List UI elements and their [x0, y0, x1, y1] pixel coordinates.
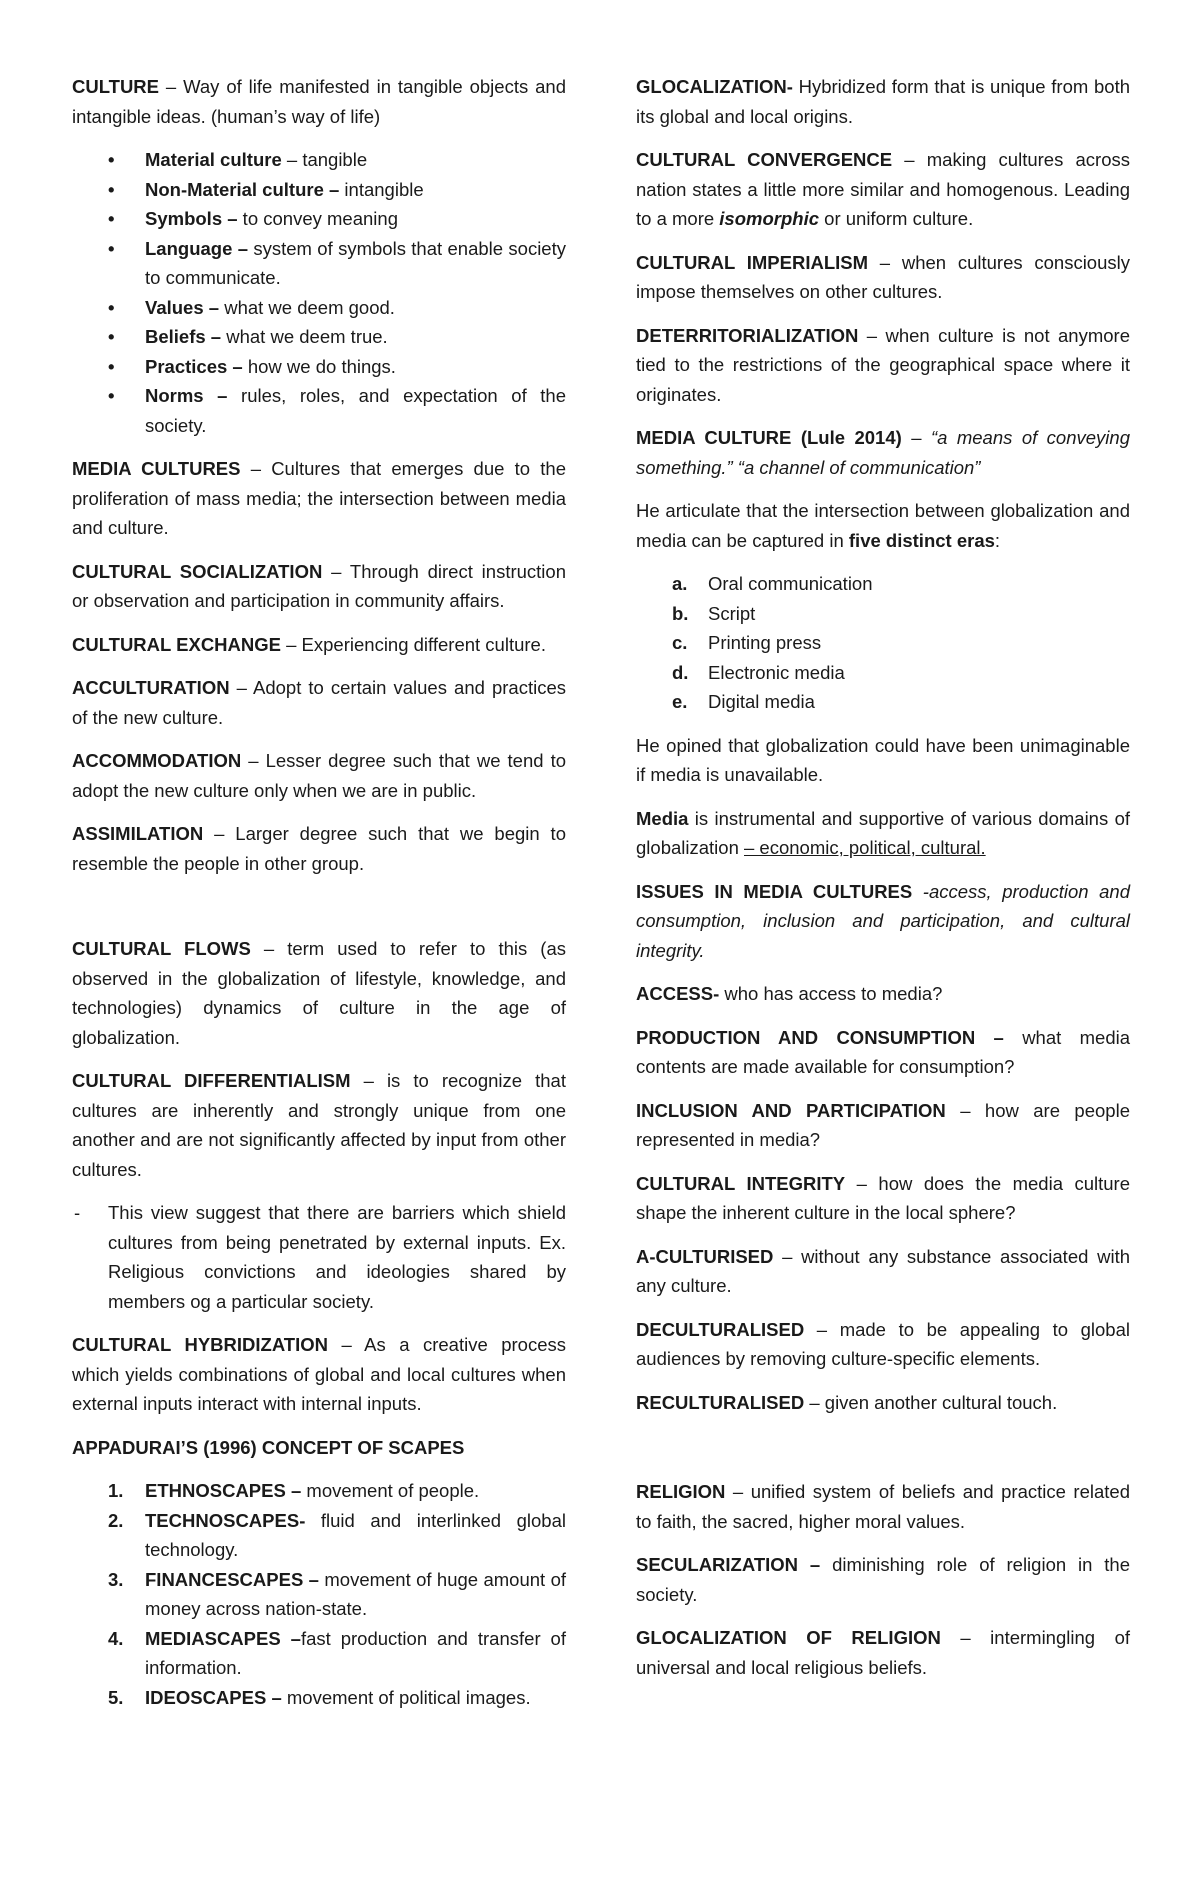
definition: – without any substance associated with any culture. — [636, 1245, 1130, 1296]
accommodation-definition — [72, 746, 566, 805]
definition: – Cultures that emerges due to the proliferation of mass media; the intersection between media and culture. — [72, 458, 566, 538]
definition: – As a creative process which yields combinations of global and local cultures when external inputs interact with internal inputs. — [72, 1334, 566, 1414]
list-item — [72, 1198, 566, 1316]
term: Media — [636, 807, 689, 829]
definition: – Way of life manifested in tangible objects and intangible ideas. (human’s way of life) — [72, 76, 566, 127]
definition: – given another cultural touch. — [804, 1391, 1058, 1413]
term: CULTURAL IMPERIALISM — [636, 251, 869, 273]
list-letter: d. — [672, 661, 689, 683]
cultural-differentialism-definition — [72, 1066, 566, 1184]
term: Values – — [145, 296, 220, 318]
definition: – how are people represented in media? — [636, 1099, 1130, 1150]
bullet-icon: • — [108, 149, 115, 170]
term: DECULTURALISED — [636, 1318, 805, 1340]
dash-marker: - — [74, 1202, 81, 1223]
definition: what we deem true. — [221, 326, 388, 347]
a-culturised-definition — [636, 1242, 1130, 1301]
access-definition — [636, 979, 1130, 1009]
definition: intangible — [339, 178, 424, 200]
list-letter: b. — [672, 602, 689, 624]
intro-strong: five distinct eras — [848, 529, 995, 551]
term: MEDIA CULTURES — [72, 458, 241, 479]
quote: “a means of conveying something.” “a channel of communication” — [636, 427, 1130, 478]
deculturalised-definition — [636, 1315, 1130, 1374]
term: MEDIASCAPES – — [145, 1627, 301, 1649]
list-number: 2. — [108, 1509, 124, 1531]
definition: – how does the media culture shape the inherent culture in the local sphere? — [636, 1172, 1130, 1223]
intro-text: He articulate that the intersection between globalization and media can be captured in — [636, 500, 1130, 551]
media-instrumental-paragraph — [636, 804, 1130, 863]
inclusion-definition — [636, 1096, 1130, 1155]
list-item — [636, 569, 1130, 599]
definition: -access, production and consumption, inclusion and participation, and cultural integrity. — [636, 880, 1130, 961]
cultural-convergence-definition — [636, 145, 1130, 234]
term: Practices – — [145, 355, 243, 377]
definition: Hybridized form that is unique from both its global and local origins. — [636, 76, 1130, 127]
definition: system of symbols that enable society to communicate. — [145, 237, 566, 288]
definition: what we deem good. — [219, 296, 395, 318]
definition-end: or uniform culture. — [819, 208, 974, 229]
right-column — [636, 72, 1130, 1696]
era-text: Electronic media — [708, 661, 845, 683]
term: ASSIMILATION — [72, 823, 204, 844]
bullet-icon: • — [108, 296, 115, 318]
definition: – Larger degree such that we begin to resemble the people in other group. — [72, 823, 566, 874]
bullet-icon: • — [108, 208, 115, 229]
term: INCLUSION AND PARTICIPATION — [636, 1099, 946, 1121]
list-letter: a. — [672, 573, 688, 594]
production-definition — [636, 1023, 1130, 1082]
definition: – intermingling of universal and local religious beliefs. — [636, 1627, 1130, 1678]
list-number: 3. — [108, 1568, 124, 1590]
term: DETERRITORIALIZATION — [636, 324, 859, 346]
spacer — [72, 892, 566, 934]
term: GLOCALIZATION OF RELIGION — [636, 1627, 941, 1648]
bullet-icon: • — [108, 237, 115, 259]
bullet-icon: • — [108, 355, 115, 377]
intro-end: : — [994, 529, 1001, 551]
term: Beliefs – — [145, 326, 222, 347]
list-number: 1. — [108, 1480, 124, 1501]
opined-paragraph: He opined that globalization could have been unimaginable if media is unavailable. — [636, 734, 1130, 785]
list-item — [72, 352, 566, 382]
definition: is instrumental and supportive of various domains of globalization — [636, 807, 1130, 858]
definition: – made to be appealing to global audiences by removing culture-specific elements. — [636, 1318, 1130, 1369]
deterritorialization-definition — [636, 321, 1130, 410]
list-item — [636, 599, 1130, 629]
era-text: Digital media — [708, 691, 815, 712]
eras-list — [636, 569, 1130, 717]
term: ACCULTURATION — [72, 677, 230, 698]
definition: movement of huge amount of money across nation-state. — [145, 1568, 566, 1619]
list-item — [72, 1506, 566, 1565]
list-letter: e. — [672, 691, 688, 712]
definition: – Adopt to certain values and practices of the new culture. — [72, 677, 566, 728]
definition: – Experiencing different culture. — [280, 633, 546, 655]
term: Language – — [145, 237, 249, 259]
list-item — [72, 381, 566, 440]
definition: movement of people. — [301, 1480, 480, 1501]
term: ETHNOSCAPES – — [145, 1480, 302, 1501]
term: CULTURAL CONVERGENCE — [636, 149, 893, 170]
definition: – making cultures across nation states a little more similar and homogenous. Leading to a more — [636, 149, 1130, 229]
era-text: Oral communication — [708, 573, 873, 594]
media-culture-definition — [636, 423, 1130, 482]
term: CULTURE — [72, 76, 160, 97]
bullet-icon: • — [108, 385, 115, 406]
scapes-heading — [72, 1433, 566, 1463]
spacer — [636, 1431, 1130, 1477]
definition: fluid and interlinked global technology. — [145, 1509, 566, 1560]
term: Norms – — [145, 385, 228, 406]
list-item — [72, 322, 566, 352]
culture-elements-list — [72, 145, 566, 440]
cultural-socialization-definition — [72, 557, 566, 616]
cultural-imperialism-definition — [636, 248, 1130, 307]
term: ACCESS- — [636, 983, 720, 1004]
definition: – when cultures consciously impose themselves on other cultures. — [636, 251, 1130, 302]
acculturation-definition — [72, 673, 566, 732]
issues-definition — [636, 877, 1130, 966]
era-text: Script — [708, 602, 756, 624]
term: RECULTURALISED — [636, 1391, 805, 1413]
definition: – is to recognize that cultures are inherently and strongly unique from one another and are not significantly affected by input from other cultures. — [72, 1070, 566, 1180]
list-number: 4. — [108, 1627, 124, 1649]
term: Material culture — [145, 149, 282, 170]
definition: – Through direct instruction or observation and participation in community affairs. — [72, 560, 566, 611]
term: MEDIA CULTURE (Lule 2014) — [636, 427, 902, 448]
list-item — [72, 293, 566, 323]
definition: who has access to media? — [719, 983, 943, 1004]
term: CULTURAL HYBRIDIZATION — [72, 1334, 328, 1355]
term: PRODUCTION AND CONSUMPTION – — [636, 1026, 1004, 1048]
term: RELIGION — [636, 1481, 726, 1502]
term: CULTURAL DIFFERENTIALISM — [72, 1070, 351, 1091]
cultural-exchange-definition — [72, 630, 566, 660]
definition: fast production and transfer of information. — [145, 1627, 566, 1678]
underlined-domains: – economic, political, cultural. — [744, 837, 986, 858]
term: Non-Material culture – — [145, 178, 340, 200]
term: CULTURAL SOCIALIZATION — [72, 560, 323, 582]
term: CULTURAL FLOWS — [72, 938, 251, 959]
definition: what media contents are made available for consumption? — [636, 1026, 1131, 1077]
reculturalised-definition — [636, 1388, 1130, 1418]
culture-definition — [72, 72, 566, 131]
definition: how we do things. — [242, 355, 396, 377]
eras-intro — [636, 496, 1130, 555]
term: Symbols – — [145, 208, 238, 229]
era-text: Printing press — [708, 632, 822, 653]
list-item — [636, 687, 1130, 717]
definition: diminishing role of religion in the society. — [636, 1554, 1130, 1605]
term: SECULARIZATION – — [636, 1554, 821, 1575]
definition: – unified system of beliefs and practice related to faith, the sacred, higher moral values. — [636, 1481, 1130, 1532]
glocalization-religion-definition — [636, 1623, 1130, 1682]
list-number: 5. — [108, 1686, 124, 1708]
bullet-icon: • — [108, 326, 115, 347]
term: IDEOSCAPES – — [145, 1686, 282, 1708]
differentialism-note-list — [72, 1198, 566, 1316]
definition: – term used to refer to this (as observed in the globalization of lifestyle, knowledge, and technologies) dynamics of culture in the age of globalization. — [72, 938, 566, 1048]
definition: – when culture is not anymore tied to the restrictions of the geographical space where it originates. — [636, 324, 1130, 405]
cultural-hybridization-definition — [72, 1330, 566, 1419]
religion-definition — [636, 1477, 1130, 1536]
media-cultures-definition — [72, 454, 566, 543]
term: A-CULTURISED — [636, 1245, 774, 1267]
list-item — [72, 1476, 566, 1506]
list-item — [72, 1683, 566, 1713]
heading-text: APPADURAI’S (1996) CONCEPT OF SCAPES — [72, 1436, 465, 1458]
list-letter: c. — [672, 632, 688, 653]
list-item — [72, 234, 566, 293]
term: CULTURAL INTEGRITY — [636, 1172, 846, 1194]
definition: movement of political images. — [281, 1686, 531, 1708]
term: TECHNOSCAPES- — [145, 1509, 306, 1531]
scapes-list — [72, 1476, 566, 1712]
list-item — [636, 658, 1130, 688]
emphasis: isomorphic — [719, 208, 820, 229]
term: FINANCESCAPES – — [145, 1568, 319, 1590]
list-item — [72, 1565, 566, 1624]
definition: rules, roles, and expectation of the society. — [145, 385, 567, 436]
list-item — [72, 145, 566, 175]
left-column — [72, 72, 566, 1726]
bullet-icon: • — [108, 178, 115, 200]
term: ISSUES IN MEDIA CULTURES — [636, 880, 913, 902]
list-item — [72, 1624, 566, 1683]
list-item — [72, 204, 566, 234]
definition: – tangible — [281, 149, 368, 170]
term: GLOCALIZATION- — [636, 76, 793, 97]
cultural-flows-definition — [72, 934, 566, 1052]
assimilation-definition — [72, 819, 566, 878]
note-text: This view suggest that there are barriers which shield cultures from being penetrated by external inputs. Ex. Religious convictions and ideologies shared by members og a particular society. — [108, 1202, 566, 1312]
definition: to convey meaning — [237, 208, 398, 229]
term: ACCOMMODATION — [72, 750, 242, 771]
dash: – — [901, 427, 931, 448]
integrity-definition — [636, 1169, 1130, 1228]
list-item — [636, 628, 1130, 658]
glocalization-definition — [636, 72, 1130, 131]
secularization-definition — [636, 1550, 1130, 1609]
list-item — [72, 175, 566, 205]
definition: – Lesser degree such that we tend to adopt the new culture only when we are in public. — [72, 750, 566, 801]
term: CULTURAL EXCHANGE — [72, 633, 281, 655]
